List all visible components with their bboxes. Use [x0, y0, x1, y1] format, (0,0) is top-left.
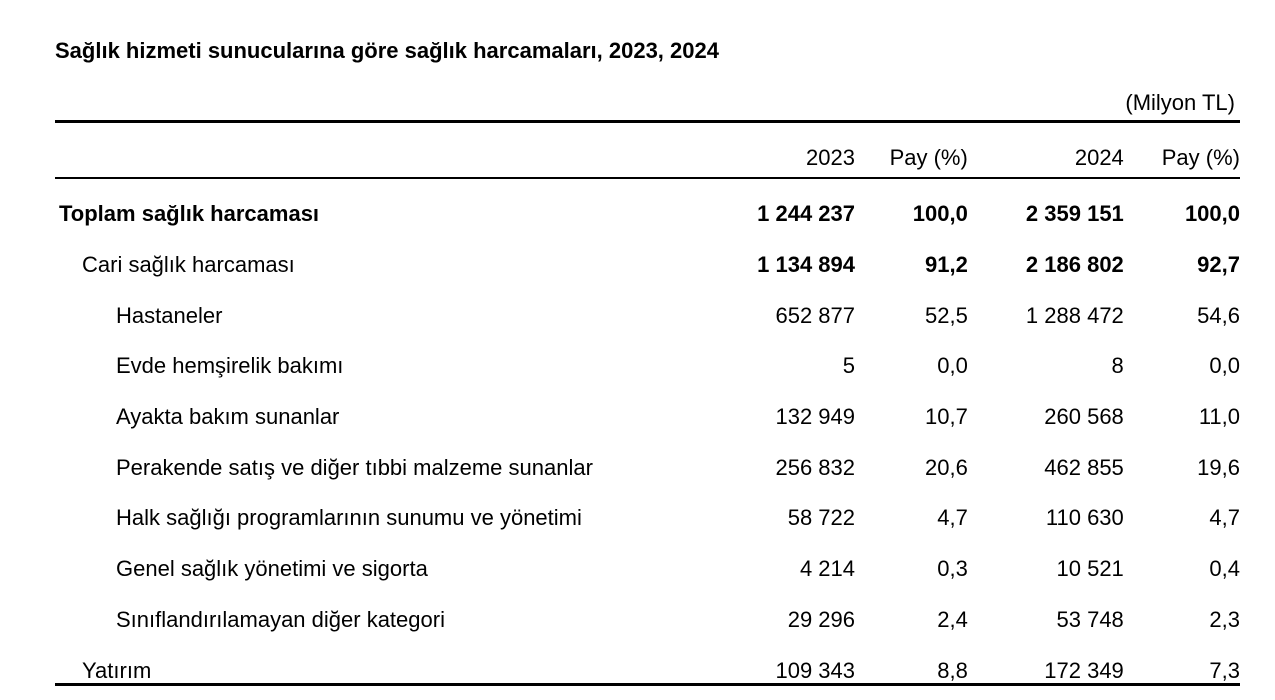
- value-2024: 53 748: [1056, 606, 1124, 632]
- share-2023: 8,8: [937, 657, 968, 683]
- share-2023: 20,6: [925, 454, 968, 480]
- share-2024: 7,3: [1209, 657, 1240, 683]
- table-row: [55, 645, 1240, 696]
- row-label: Toplam sağlık harcaması: [59, 201, 320, 227]
- table-row: [55, 240, 1240, 291]
- share-2023: 91,2: [925, 252, 968, 278]
- share-2023: 2,4: [937, 606, 968, 632]
- table-row: [55, 544, 1240, 595]
- row-label: Yatırım: [82, 657, 152, 683]
- share-2023: 0,3: [937, 556, 968, 582]
- row-label: Ayakta bakım sunanlar: [116, 404, 340, 430]
- value-2023: 58 722: [787, 505, 855, 531]
- value-2024: 8: [1111, 353, 1124, 379]
- share-2023: 52,5: [925, 302, 968, 328]
- share-2024: 54,6: [1197, 302, 1240, 328]
- value-2023: 29 296: [787, 606, 855, 632]
- share-2024: 4,7: [1209, 505, 1240, 531]
- value-2023: 1 244 237: [757, 201, 855, 227]
- share-2023: 10,7: [925, 404, 968, 430]
- share-2024: 0,4: [1209, 556, 1240, 582]
- value-2023: 109 343: [775, 657, 855, 683]
- table-row: [55, 290, 1240, 341]
- value-2023: 132 949: [775, 404, 855, 430]
- value-2024: 2 186 802: [1025, 252, 1124, 278]
- column-header-share-2024: Pay (%): [1161, 145, 1240, 170]
- row-label: Evde hemşirelik bakımı: [116, 353, 344, 379]
- table-row: [55, 392, 1240, 443]
- column-header-label: [55, 135, 695, 181]
- share-2024: 92,7: [1197, 252, 1240, 278]
- table-row: [55, 341, 1240, 392]
- column-header-2023: 2023: [806, 145, 855, 170]
- value-2023: 4 214: [799, 556, 855, 582]
- value-2023: 256 832: [775, 454, 855, 480]
- table-title: Sağlık hizmeti sunucularına göre sağlık harcamaları, 2023, 2024: [55, 38, 719, 63]
- table-row: [55, 189, 1240, 240]
- share-2024: 100,0: [1184, 201, 1240, 227]
- value-2023: 1 134 894: [757, 252, 855, 278]
- bottom-rule: [55, 683, 1240, 686]
- column-header-2024: 2024: [1074, 145, 1124, 170]
- row-label: Genel sağlık yönetimi ve sigorta: [116, 556, 428, 582]
- value-2024: 1 288 472: [1025, 302, 1124, 328]
- value-2023: 5: [842, 353, 855, 379]
- share-2023: 0,0: [937, 353, 968, 379]
- row-label: Cari sağlık harcaması: [82, 252, 295, 278]
- share-2024: 11,0: [1198, 404, 1240, 430]
- row-label: Sınıflandırılamayan diğer kategori: [116, 606, 445, 632]
- column-header-share-2023: Pay (%): [889, 145, 968, 170]
- row-label: Halk sağlığı programlarının sunumu ve yönetimi: [116, 505, 582, 531]
- value-2024: 10 521: [1056, 556, 1124, 582]
- top-rule: [55, 120, 1240, 123]
- table-row: [55, 442, 1240, 493]
- value-2024: 110 630: [1045, 505, 1124, 531]
- value-2024: 172 349: [1044, 657, 1124, 683]
- share-2024: 2,3: [1209, 606, 1240, 632]
- table-row: [55, 493, 1240, 544]
- row-label: Perakende satış ve diğer tıbbi malzeme sunanlar: [116, 454, 593, 480]
- value-2024: 462 855: [1044, 454, 1124, 480]
- value-2024: 2 359 151: [1025, 201, 1124, 227]
- value-2024: 260 568: [1044, 404, 1124, 430]
- share-2024: 19,6: [1197, 454, 1240, 480]
- header-row: [55, 135, 1240, 181]
- table-row: [55, 595, 1240, 646]
- share-2024: 0,0: [1209, 353, 1240, 379]
- share-2023: 100,0: [912, 201, 968, 227]
- share-2023: 4,7: [937, 505, 968, 531]
- expenditure-table: [55, 135, 1240, 696]
- row-label: Hastaneler: [116, 302, 223, 328]
- value-2023: 652 877: [775, 302, 855, 328]
- unit-label: (Milyon TL): [1125, 90, 1235, 115]
